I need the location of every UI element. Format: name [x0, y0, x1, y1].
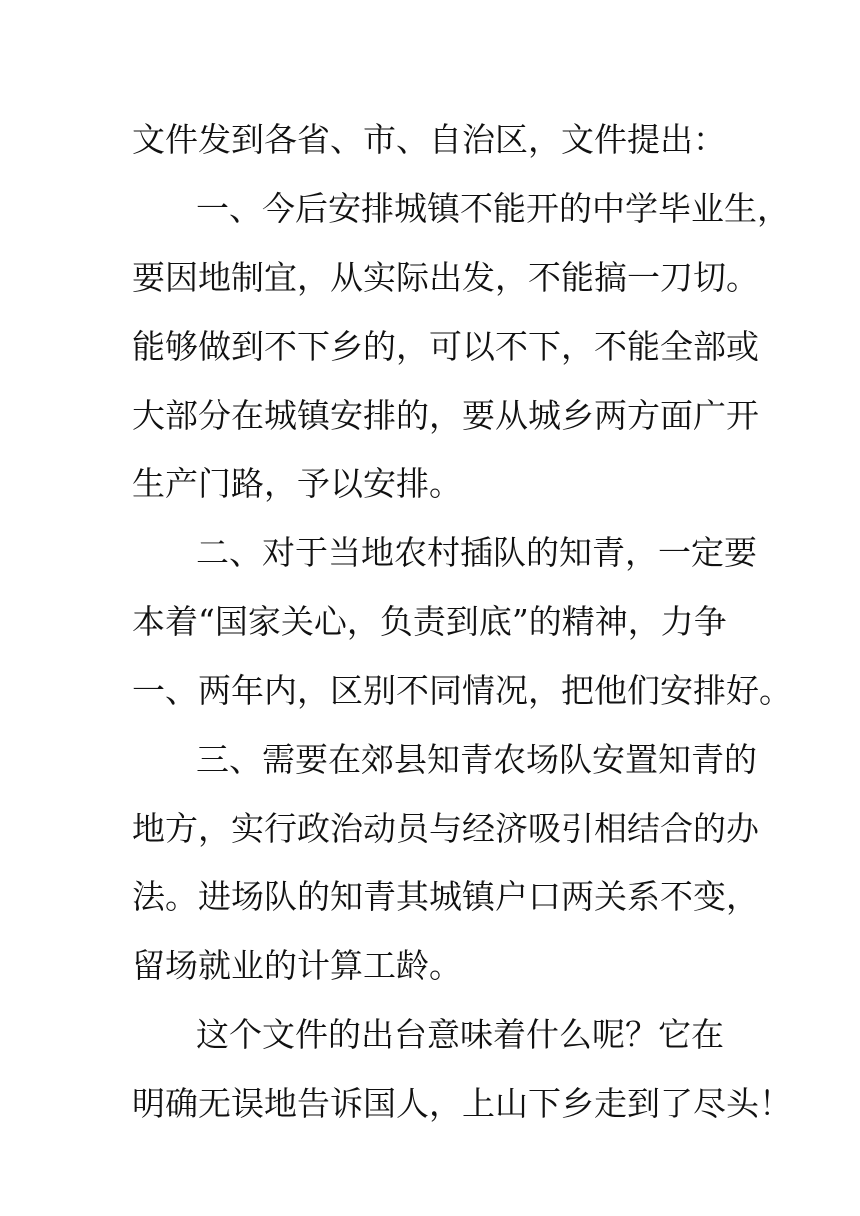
paragraph-1-line-5: 生产门路，予以安排。 [132, 464, 462, 503]
paragraph-2-line-3: 一、两年内，区别不同情况，把他们安排好。 [132, 671, 792, 710]
paragraph-1-line-1: 一、今后安排城镇不能开的中学毕业生， [196, 189, 790, 228]
paragraph-4-line-2: 明确无误地告诉国人，上山下乡走到了尽头！ [132, 1084, 792, 1123]
paragraph-4-line-1: 这个文件的出台意味着什么呢？它在 [196, 1015, 724, 1054]
paragraph-3-line-3: 法。进场队的知青其城镇户口两关系不变， [132, 877, 759, 916]
paragraph-1-line-3: 能够做到不下乡的，可以不下，不能全部或 [132, 327, 759, 366]
paragraph-1-line-2: 要因地制宜，从实际出发，不能搞一刀切。 [132, 258, 759, 297]
paragraph-1-line-4: 大部分在城镇安排的，要从城乡两方面广开 [132, 396, 759, 435]
text-line-1: 文件发到各省、市、自治区，文件提出： [132, 120, 726, 159]
paragraph-3-line-2: 地方，实行政治动员与经济吸引相结合的办 [132, 809, 759, 848]
paragraph-3-line-1: 三、需要在郊县知青农场队安置知青的 [196, 740, 757, 779]
paragraph-2-line-2: 本着“国家关心，负责到底”的精神，力争 [132, 602, 727, 641]
paragraph-2-line-1: 二、对于当地农村插队的知青，一定要 [196, 533, 757, 572]
paragraph-3-line-4: 留场就业的计算工龄。 [132, 946, 462, 985]
